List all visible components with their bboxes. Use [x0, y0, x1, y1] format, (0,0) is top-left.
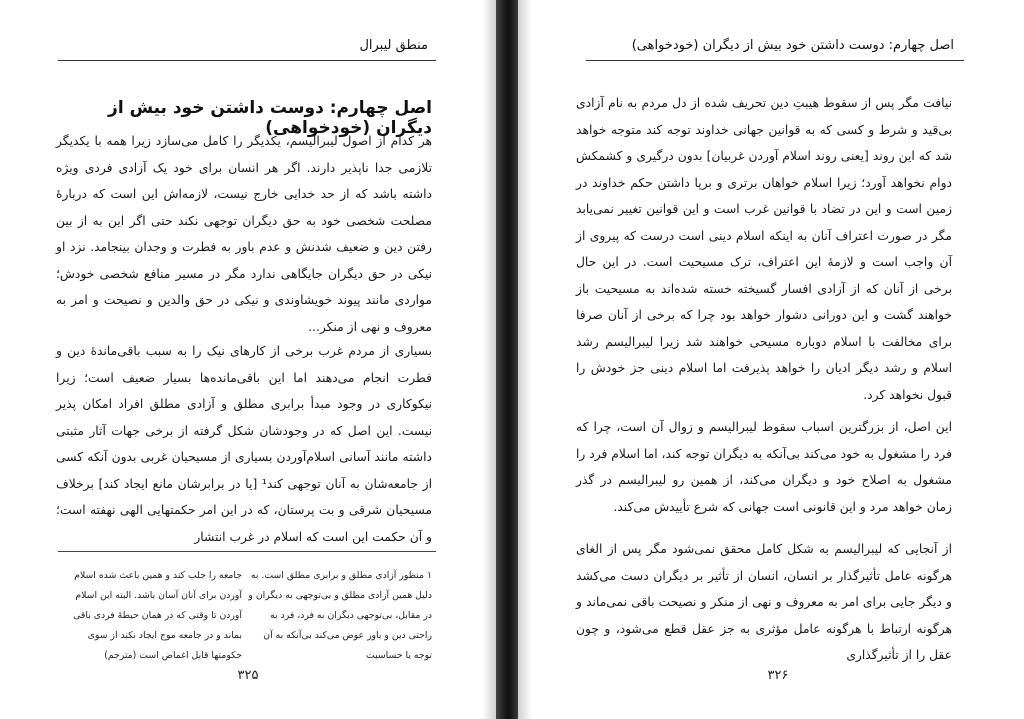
- right-page: [518, 0, 1024, 719]
- right-paragraph-2: این اصل، از بزرگترین اسباب سقوط لیبرالیسم و زوال آن است، چرا که فرد را مشغول به خود می‌کند بی‌آنکه به دیگران توجه کند، اما اسلام فرد را مشغول به اصلاح خود و دیگران می‌کند، از همین رو لیبرالیسم در گذر زمان خواهد مرد و این قانونی است جهانی که شرع تأییدش می‌کند.: [576, 420, 952, 514]
- chapter-title: اصل چهارم: دوست داشتن خود بیش از دیگران (خودخواهی): [108, 98, 432, 138]
- left-page-shadow: [482, 0, 496, 719]
- footnote-left-column: جامعه را جلب کند و همین باعث شده اسلام آوردن برای آنان آسان باشد. البته این اسلام آوردن تا وقتی که در همان حیطهٔ فردی باقی بماند و در جامعه موج ایجاد نکند از سوی حکومتها قابل اغماض است (مترجم): [73, 570, 242, 661]
- page-number: ۳۲۶: [767, 668, 789, 683]
- page-number: ۳۲۵: [237, 668, 259, 683]
- right-paragraph-3: از آنجایی که لیبرالیسم به شکل کامل محقق نمی‌شود مگر پس از الغای هرگونه عامل تأثیرگذار بر انسان، انسان از تأثیر بر دیگران دست می‌کشد و دیگر جایی برای امر به معروف و نهی از منکر و نصیحت باقی نمی‌ماند و هرگونه ارتباط با هرگونه عامل مؤثری به جز عقل قطع می‌شود، و چون عقل را از تأثیرگذاری: [576, 542, 952, 662]
- right-running-head: اصل چهارم: دوست داشتن خود بیش از دیگران (خودخواهی): [631, 38, 954, 53]
- left-header-rule: [58, 60, 436, 61]
- left-paragraph-2: بسیاری از مردم غرب برخی از کارهای نیک را به سبب باقی‌ماندهٔ دین و فطرت انجام می‌دهند اما این باقی‌مانده‌ها بسیار ضعیف است؛ زیرا نیکوکاری در وجود مبدأ برابری مطلق و آزادی مطلق افراد امکان پذیر نیست. این اصل که در وجودشان شکل گرفته از برخی جهات آثار مثبتی داشته مانند آسانی اسلام‌آوردن بسیاری از مسیحیان غربی بدون آنکه کسی از جامعه‌شان به آنان توجهی کند¹ [یا در برابرشان مانع ایجاد کند] برخلاف مسیحیان شرقی و بت پرستان، که در این امر حکمتهایی الهی نهفته است؛ و آن حکمت این است که اسلام در غرب انتشار: [56, 344, 432, 544]
- footnote-rule: [58, 551, 436, 552]
- footnote-right-column: ۱ منظور آزادی مطلق و برابری مطلق است. به دلیل همین آزادی مطلق و بی‌توجهی به دیگران و در مقابل، بی‌توجهی دیگران به فرد، فرد به راحتی دین و باور عوض می‌کند بی‌آنکه به آن توجه یا حساسیت: [248, 570, 432, 661]
- left-running-head: منطق لیبرال: [359, 38, 428, 53]
- book-gutter: [496, 0, 518, 719]
- right-paragraph-1: نیافت مگر پس از سقوط هیبتِ دین تحریف شده از دل مردم به نام آزادی بی‌قید و شرط و کسی که به قوانین جهانی خداوند توجه کند متوجه خواهد شد که این روند [یعنی روند اسلام آوردن غربیان] بدون درگیری و کشمکش دوام نخواهد آورد؛ زیرا اسلام خواهان برتری و برپا داشتن حکم خداوند در زمین است و این در تضاد با قوانین غرب است و این قوانین تغییر نمی‌یابد مگر در صورت اعتراف آنان به اینکه اسلام دینی است درست که پیروی از آن واجب است و لازمهٔ این اعتراف، ترک مسیحیت است. در این حال برخی از آنان که از آزادی افسار گسیخته خسته شده‌اند به مسیحیت باز خواهند گشت و این دورانی دشوار خواهد بود چرا که برخی از آنان صرفا برای مخالفت با اسلام دوباره مسیحی خواهند شد زیرا لیبرالیسم رشد اسلام و رشد دیگر ادیان را خواهد پذیرفت اما اسلام دینی جز خودش را قبول نخواهد کرد.: [576, 96, 952, 402]
- right-page-shadow: [518, 0, 532, 719]
- left-page: [0, 0, 496, 719]
- right-header-rule: [586, 60, 964, 61]
- left-paragraph-1: هر کدام از اصول لیبرالیسم، یکدیگر را کامل می‌سازد زیرا همه با یکدیگر تلازمی جدا ناپذیر دارند. اگر هر انسان برای خود یک آزادی فردی ویژه داشته باشد که از حد خدایی خارج نیست، لازمه‌اش این است که دربارهٔ مصلحت شخصی خود به حق دیگران توجهی نکند حتی اگر این به از بین رفتن دین و ضعیف شدنش و عدم باور به فطرت و وجدان بینجامد. نزد او نیکی در حق دیگران جایگاهی ندارد مگر در مسیر منافع شخصی خودش؛ مواردی مانند پیوند خویشاوندی و نیکی در حق والدین و نصیحت و امر به معروف و نهی از منکر...: [56, 134, 432, 334]
